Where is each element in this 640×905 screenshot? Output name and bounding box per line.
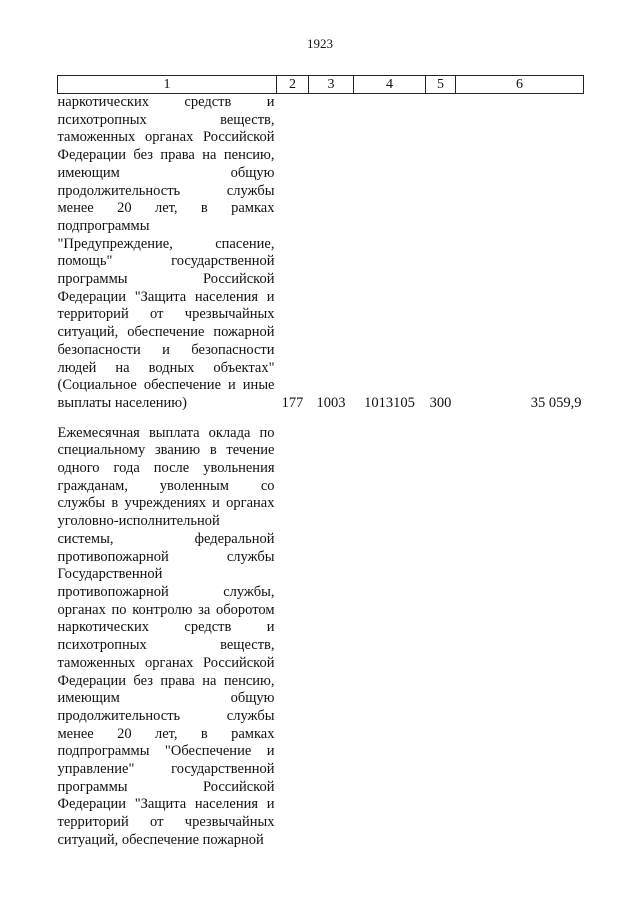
description-line: системы, федеральной — [57, 530, 275, 547]
description-line: имеющим общую — [57, 164, 275, 181]
description-line: одного года после увольнения — [57, 460, 275, 477]
description-line: менее 20 лет, в рамках — [57, 200, 275, 217]
description-line: Федерации "Защита населения и — [57, 288, 275, 305]
description-line: уголовно-исполнительной — [57, 513, 220, 530]
description-line: безопасности и безопасности — [57, 341, 275, 358]
description-line: Государственной — [57, 566, 163, 583]
row-description — [58, 94, 277, 413]
description-line: территорий от чрезвычайных — [57, 814, 275, 831]
description-line: территорий от чрезвычайных — [57, 306, 275, 323]
description-line: Федерации без права на пенсию, — [57, 672, 275, 689]
row-amount — [456, 425, 584, 850]
description-line: таможенных органах Российской — [57, 654, 275, 671]
row-col-3: 1003 — [316, 394, 346, 411]
description-line: выплаты населению) — [57, 394, 187, 411]
description-line: Федерации "Защита населения и — [57, 796, 275, 813]
description-line: программы Российской — [57, 271, 275, 288]
description-line: специальному званию в течение — [57, 442, 275, 459]
page-number: 1923 — [307, 36, 333, 51]
header-col-4: 4 — [354, 76, 426, 94]
description-line: органах по контролю за оборотом — [57, 601, 275, 618]
description-line: психотропных веществ, — [57, 111, 275, 128]
header-col-5: 5 — [426, 76, 456, 94]
table-row — [58, 94, 584, 413]
header-col-1: 1 — [58, 76, 277, 94]
description-line: "Предупреждение, спасение, — [57, 235, 275, 252]
table-row — [58, 425, 584, 850]
description-line: наркотических средств и — [57, 94, 275, 110]
row-col-5: 300 — [429, 394, 452, 411]
description-line: имеющим общую — [57, 690, 275, 707]
description-line: противопожарной службы, — [57, 583, 275, 600]
description-line: программы Российской — [57, 778, 275, 795]
row-spacer — [58, 413, 584, 425]
description-line: Ежемесячная выплата оклада по — [57, 424, 275, 441]
header-row — [58, 76, 584, 94]
description-line: продолжительность службы — [57, 182, 275, 199]
row-col-2 — [277, 425, 309, 850]
header-col-3: 3 — [309, 76, 354, 94]
row-col-2: 177 — [281, 394, 304, 411]
description-line: ситуаций, обеспечение пожарной — [57, 831, 264, 848]
description-line: помощь" государственной — [57, 253, 275, 270]
row-description — [58, 425, 277, 850]
row-col-3 — [309, 425, 354, 850]
budget-table — [57, 75, 584, 850]
description-line: службы в учреждениях и органах — [57, 495, 275, 512]
description-line: психотропных веществ, — [57, 637, 275, 654]
description-line: подпрограммы "Обеспечение и — [57, 743, 275, 760]
description-line: таможенных органах Российской — [57, 129, 275, 146]
description-line: продолжительность службы — [57, 707, 275, 724]
description-line: Федерации без права на пенсию, — [57, 147, 275, 164]
description-line: подпрограммы — [57, 217, 150, 234]
description-line: гражданам, уволенным со — [57, 477, 275, 494]
description-line: (Социальное обеспечение и иные — [57, 377, 275, 394]
row-col-4 — [354, 425, 426, 850]
description-line: людей на водных объектах" — [57, 359, 275, 376]
table-body — [58, 94, 584, 850]
description-line: менее 20 лет, в рамках — [57, 725, 275, 742]
description-line: управление" государственной — [57, 761, 275, 778]
header-col-2: 2 — [277, 76, 309, 94]
description-line: наркотических средств и — [57, 619, 275, 636]
row-col-4: 1013105 — [364, 394, 415, 411]
description-line: противопожарной службы — [57, 548, 275, 565]
row-col-5 — [426, 425, 456, 850]
table-header — [58, 76, 584, 94]
header-col-6: 6 — [456, 76, 584, 94]
description-line: ситуаций, обеспечение пожарной — [57, 324, 275, 341]
row-amount: 35 059,9 — [530, 394, 582, 411]
